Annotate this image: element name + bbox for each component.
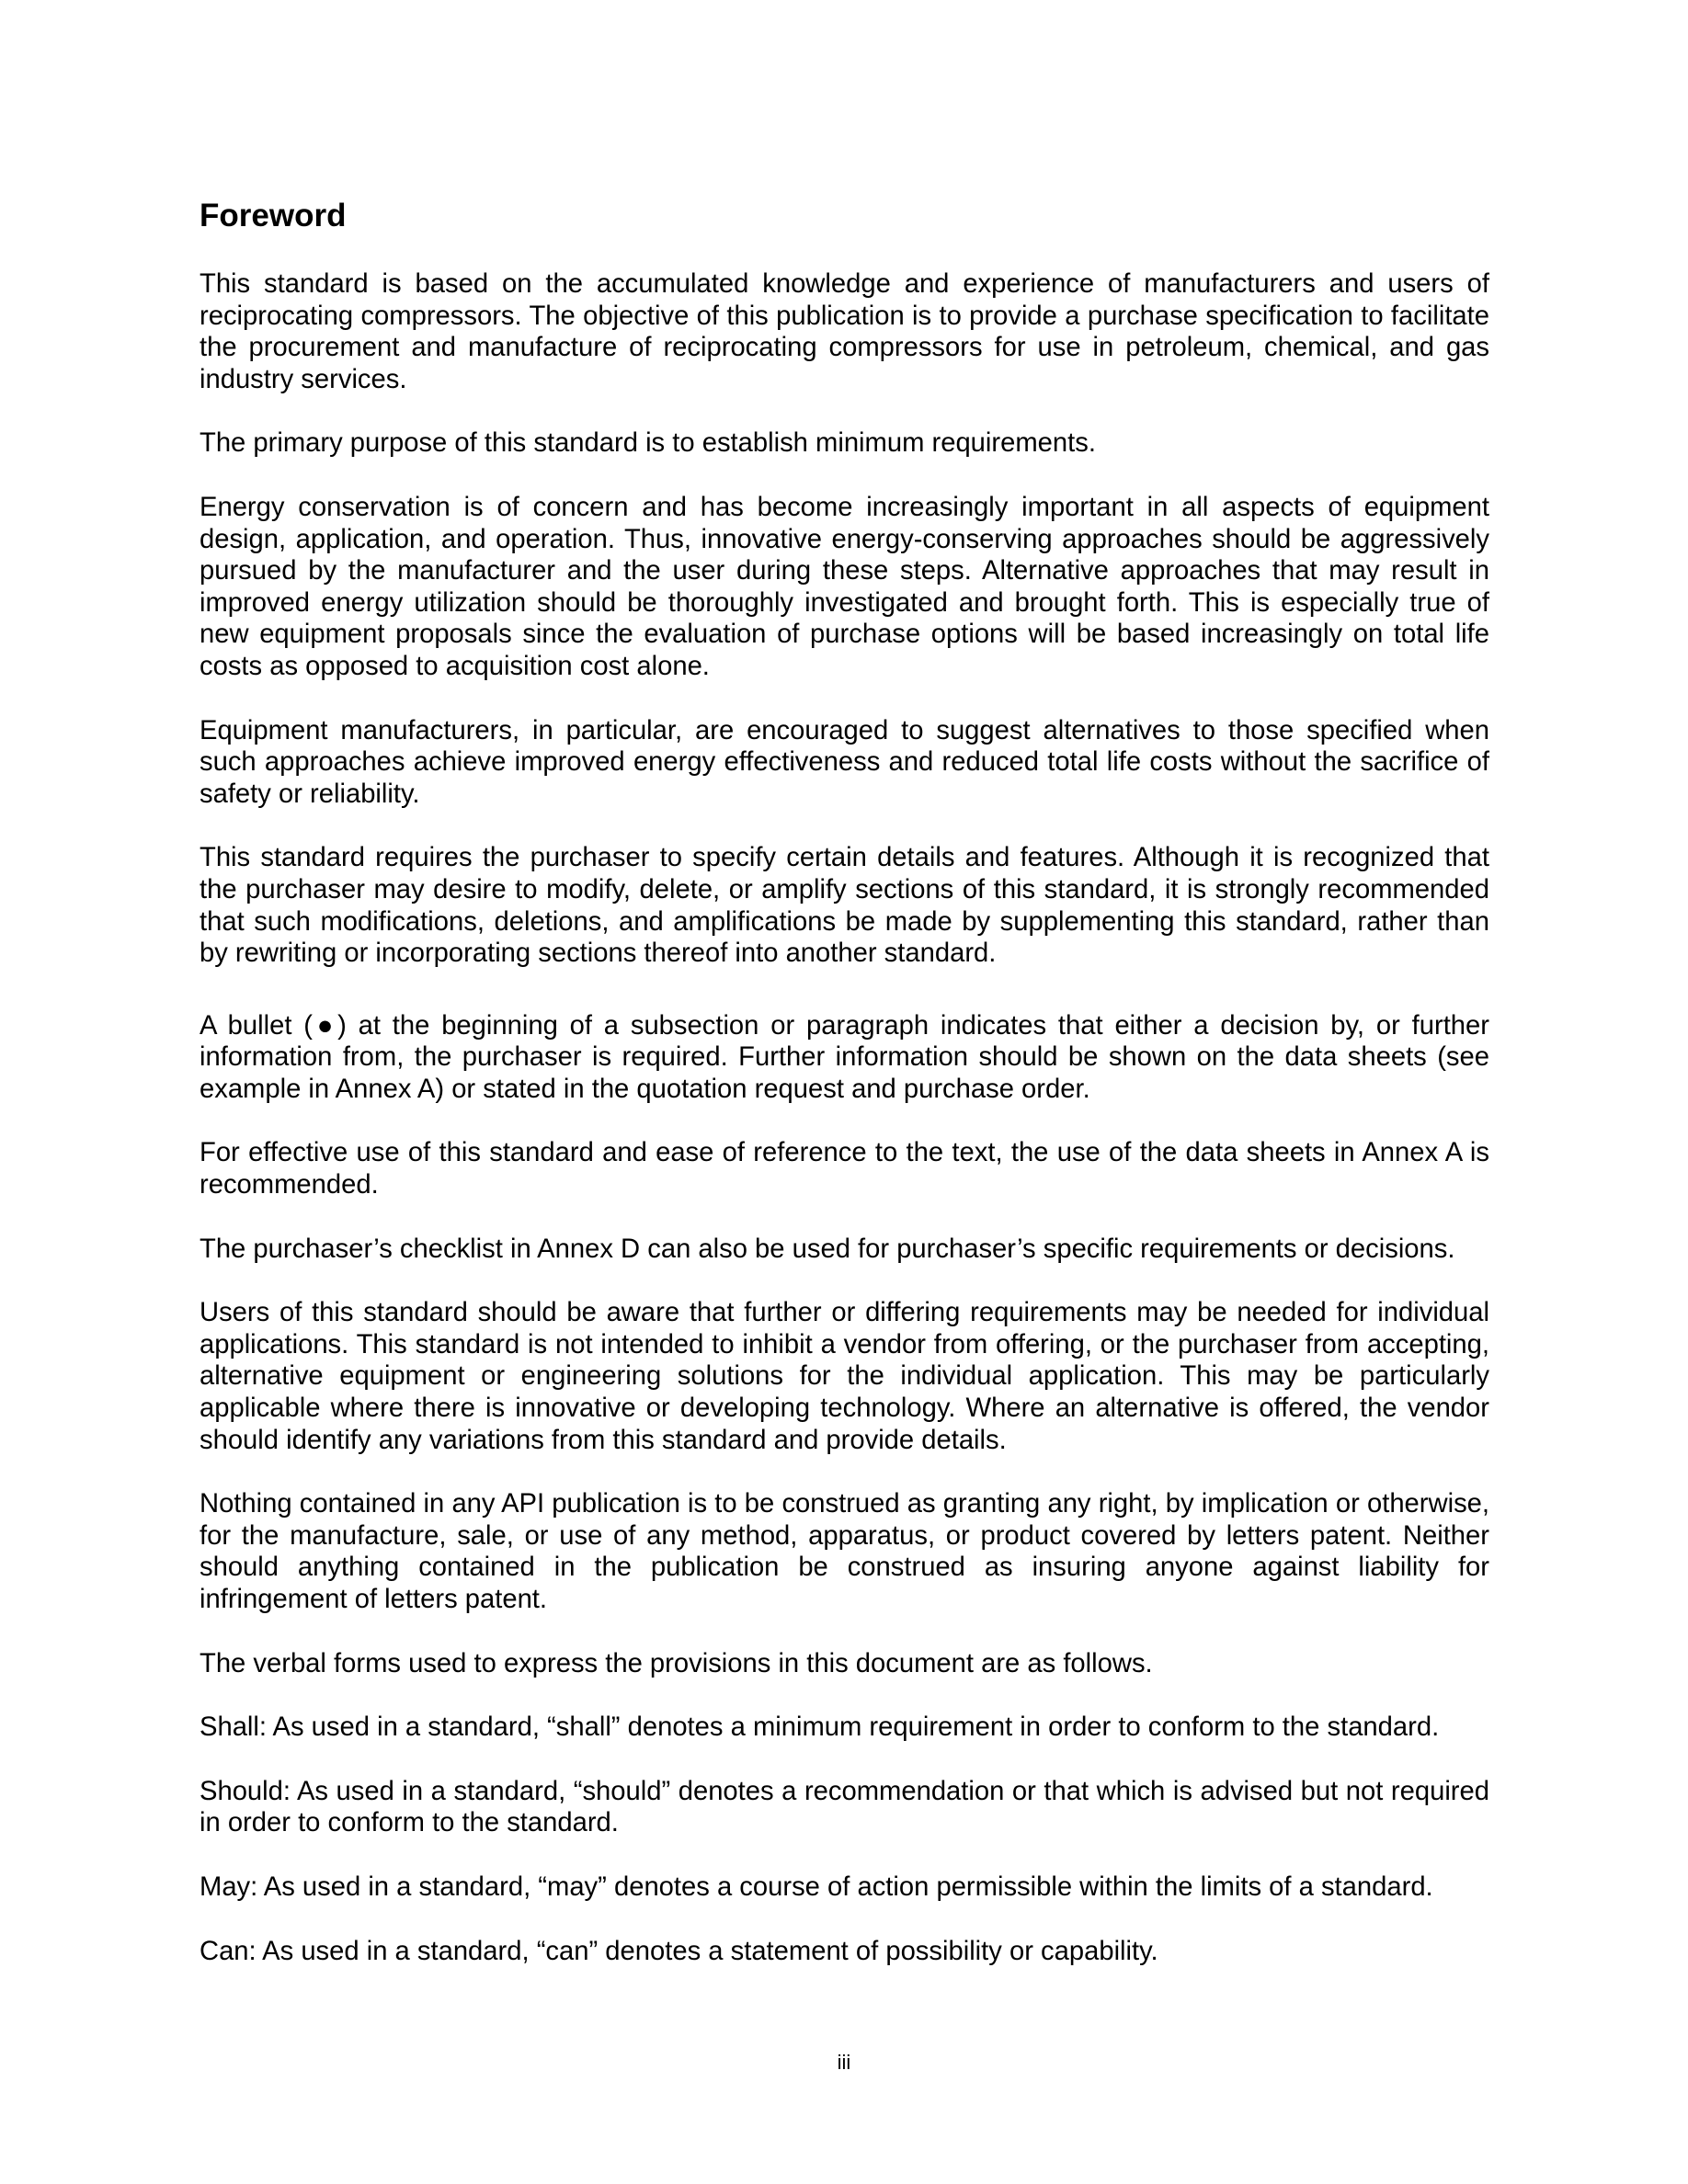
page-number: iii	[837, 2051, 851, 2074]
paragraph-should-definition: Should: As used in a standard, “should” denotes a recommendation or that which is advised but not required in order to conform to the standard.	[200, 1776, 1489, 1838]
paragraph-checklist: The purchaser’s checklist in Annex D can also be used for purchaser’s specific requirements or decisions.	[200, 1234, 1455, 1264]
paragraph-shall-definition: Shall: As used in a standard, “shall” denotes a minimum requirement in order to conform to the standard.	[200, 1712, 1440, 1743]
paragraph-purchaser-specification: This standard requires the purchaser to specify certain details and features. Although it is recognized that the purchaser may desire to modify, delete, or amplify sections of this standard, it is strongly recommended that such modifications, deletions, and amplifications be made by supplementing this standard, rather than by rewriting or incorporating sections thereof into another standard.	[200, 843, 1489, 969]
paragraph-primary-purpose: The primary purpose of this standard is to establish minimum requirements.	[200, 428, 1096, 459]
paragraph-manufacturer-alternatives: Equipment manufacturers, in particular, are encouraged to suggest alternatives to those specified when such approaches achieve improved energy effectiveness and reduced total life costs without the sacrifice of safety or reliability.	[200, 715, 1489, 809]
page-title: Foreword	[200, 198, 347, 233]
paragraph-data-sheets: For effective use of this standard and ease of reference to the text, the use of the data sheets in Annex A is recommended.	[200, 1138, 1489, 1200]
paragraph-alternative-solutions: Users of this standard should be aware that further or differing requirements may be needed for individual applications. This standard is not intended to inhibit a vendor from offering, or the purchaser from accepting, alternative equipment or engineering solutions for the individual application. This may be particularly applicable where there is innovative or developing technology. Where an alternative is offered, the vendor should identify any variations from this standard and provide details.	[200, 1298, 1489, 1455]
paragraph-basis: This standard is based on the accumulated knowledge and experience of manufacturers and users of reciprocating compressors. The objective of this publication is to provide a purchase specification to facilitate the procurement and manufacture of reciprocating compressors for use in petroleum, chemical, and gas industry services.	[200, 269, 1489, 394]
paragraph-bullet-notation: A bullet (●) at the beginning of a subsection or paragraph indicates that either a decision by, or further information from, the purchaser is required. Further information should be shown on the data sheets (see example in Annex A) or stated in the quotation request and purchase order.	[200, 1010, 1489, 1104]
paragraph-energy-conservation: Energy conservation is of concern and has become increasingly important in all aspects of equipment design, application, and operation. Thus, innovative energy-conserving approaches should be aggressively pursued by the manufacturer and the user during these steps. Alternative approaches that may result in improved energy utilization should be thoroughly investigated and brought forth. This is especially true of new equipment proposals since the evaluation of purchase options will be based increasingly on total life costs as opposed to acquisition cost alone.	[200, 492, 1489, 681]
paragraph-letters-patent: Nothing contained in any API publication is to be construed as granting any right, by implication or otherwise, for the manufacture, sale, or use of any method, apparatus, or product covered by letters patent. Neither should anything contained in the publication be construed as insuring anyone against liability for infringement of letters patent.	[200, 1489, 1489, 1614]
foreword-section	[200, 195, 1489, 1999]
paragraph-verbal-forms: The verbal forms used to express the provisions in this document are as follows.	[200, 1648, 1153, 1678]
paragraph-can-definition: Can: As used in a standard, “can” denotes a statement of possibility or capability.	[200, 1936, 1158, 1966]
paragraph-may-definition: May: As used in a standard, “may” denotes a course of action permissible within the limits of a standard.	[200, 1871, 1433, 1902]
